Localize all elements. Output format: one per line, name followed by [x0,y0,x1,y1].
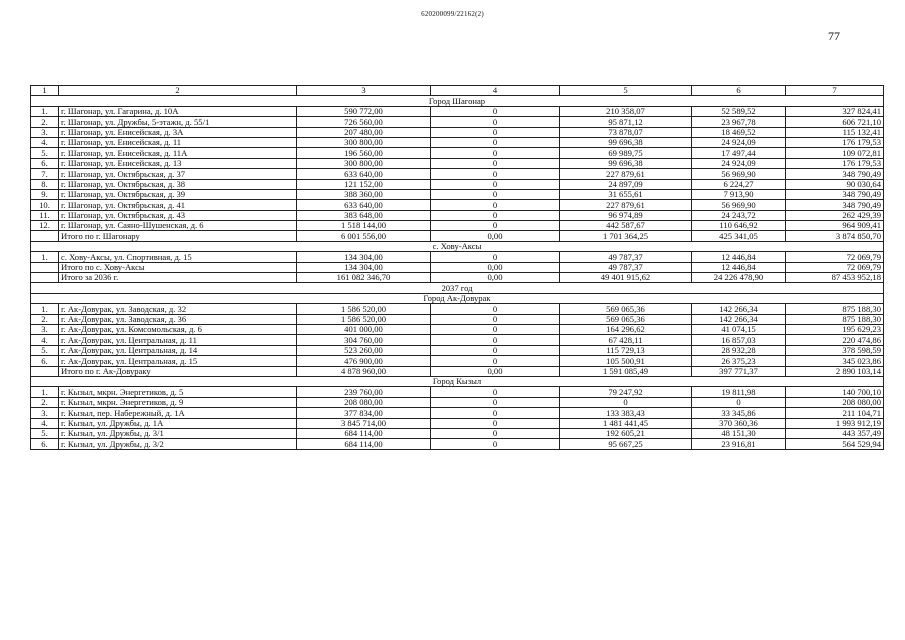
value-cell: 208 080,00 [786,397,884,407]
address-cell: г. Шагонар, ул. Гагарина, д. 10А [59,106,297,116]
value-cell: 121 152,00 [297,179,431,189]
value-cell: 0 [431,169,560,179]
address-cell: г. Кызыл, ул. Дружбы, д. 3/1 [59,428,297,438]
value-cell: 133 383,43 [560,408,692,418]
header-row [31,86,884,96]
value-cell: 0 [431,158,560,168]
value-cell: 345 023,86 [786,356,884,366]
header-cell: 6 [692,86,786,96]
address-cell: Итого по г. Шагонару [59,231,297,241]
value-cell: 397 771,37 [692,366,786,376]
value-cell: 208 080,00 [297,397,431,407]
value-cell: 0 [431,106,560,116]
value-cell: 0 [431,335,560,345]
address-cell: г. Шагонар, ул. Октябрьская, д. 39 [59,189,297,199]
table-row [31,324,884,334]
value-cell: 99 696,38 [560,137,692,147]
value-cell: 0,00 [431,231,560,241]
value-cell: 0 [431,137,560,147]
value-cell: 56 969,90 [692,169,786,179]
value-cell: 0 [431,179,560,189]
address-cell: г. Кызыл, мкрн. Энергетиков, д. 5 [59,387,297,397]
address-cell: г. Кызыл, мкрн. Энергетиков, д. 9 [59,397,297,407]
value-cell: 1 586 520,00 [297,304,431,314]
row-number: 1. [31,387,59,397]
value-cell: 115 132,41 [786,127,884,137]
value-cell: 1 481 441,45 [560,418,692,428]
value-cell: 95 871,12 [560,117,692,127]
year-label: 2037 год [31,283,884,293]
address-cell: г. Шагонар, ул. Октябрьская, д. 38 [59,179,297,189]
value-cell: 87 453 952,18 [786,273,884,283]
value-cell: 72 069,79 [786,252,884,262]
value-cell: 105 500,91 [560,356,692,366]
value-cell: 0 [431,408,560,418]
value-cell: 684 114,00 [297,439,431,449]
row-number: 1. [31,304,59,314]
row-number: 4. [31,418,59,428]
value-cell: 12 446,84 [692,252,786,262]
table-row [31,356,884,366]
table-row [31,428,884,438]
value-cell: 348 790,49 [786,169,884,179]
table-row [31,304,884,314]
table-row [31,117,884,127]
table-row [31,148,884,158]
value-cell: 0 [431,397,560,407]
value-cell: 161 082 346,70 [297,273,431,283]
value-cell: 569 065,36 [560,304,692,314]
row-number: 6. [31,158,59,168]
value-cell: 327 824,41 [786,106,884,116]
value-cell: 348 790,49 [786,200,884,210]
row-number: 3. [31,408,59,418]
value-cell: 210 358,07 [560,106,692,116]
value-cell: 0 [431,418,560,428]
address-cell: г. Шагонар, ул. Октябрьская, д. 41 [59,200,297,210]
value-cell: 0 [431,210,560,220]
total-row [31,231,884,241]
year-row [31,283,884,293]
value-cell: 26 375,23 [692,356,786,366]
value-cell: 0 [431,387,560,397]
row-number: 6. [31,356,59,366]
value-cell: 142 266,34 [692,314,786,324]
address-cell: г. Шагонар, ул. Октябрьская, д. 43 [59,210,297,220]
value-cell: 0 [431,304,560,314]
value-cell: 1 591 085,49 [560,366,692,376]
value-cell: 875 188,30 [786,314,884,324]
header-cell: 7 [786,86,884,96]
value-cell: 0 [431,439,560,449]
row-number: 7. [31,169,59,179]
value-cell: 0 [431,148,560,158]
header-cell: 3 [297,86,431,96]
value-cell: 33 345,86 [692,408,786,418]
value-cell: 1 993 912,19 [786,418,884,428]
address-cell: г. Ак-Довурак, ул. Комсомольская, д. 6 [59,324,297,334]
row-number: 5. [31,428,59,438]
table-row [31,221,884,231]
value-cell: 0 [431,324,560,334]
value-cell: 23 916,81 [692,439,786,449]
row-number: 4. [31,137,59,147]
row-number: 5. [31,345,59,355]
row-number: 3. [31,324,59,334]
address-cell: г. Ак-Довурак, ул. Центральная, д. 15 [59,356,297,366]
value-cell: 23 967,78 [692,117,786,127]
table-row [31,439,884,449]
value-cell: 99 696,38 [560,158,692,168]
value-cell: 73 878,07 [560,127,692,137]
address-cell: Итого по г. Ак-Довураку [59,366,297,376]
value-cell: 115 729,13 [560,345,692,355]
value-cell: 69 989,75 [560,148,692,158]
value-cell: 6 001 556,00 [297,231,431,241]
row-number: 2. [31,117,59,127]
value-cell: 6 224,27 [692,179,786,189]
section-title: с. Хову-Аксы [31,241,884,251]
value-cell: 401 000,00 [297,324,431,334]
value-cell: 192 605,21 [560,428,692,438]
value-cell: 875 188,30 [786,304,884,314]
value-cell: 370 360,36 [692,418,786,428]
value-cell: 24 243,72 [692,210,786,220]
value-cell: 425 341,05 [692,231,786,241]
value-cell: 110 646,92 [692,221,786,231]
value-cell: 207 480,00 [297,127,431,137]
value-cell: 564 529,94 [786,439,884,449]
value-cell: 348 790,49 [786,189,884,199]
value-cell: 476 900,00 [297,356,431,366]
header-cell: 5 [560,86,692,96]
address-cell: г. Ак-Довурак, ул. Заводская, д. 36 [59,314,297,324]
value-cell: 195 629,23 [786,324,884,334]
address-cell: Итого за 2036 г. [59,273,297,283]
section-row [31,241,884,251]
value-cell: 633 640,00 [297,200,431,210]
value-cell: 377 834,00 [297,408,431,418]
section-row [31,293,884,303]
table-row [31,106,884,116]
value-cell: 7 913,90 [692,189,786,199]
table-row [31,200,884,210]
table-row [31,418,884,428]
row-number [31,366,59,376]
value-cell: 24 897,09 [560,179,692,189]
value-cell: 24 226 478,90 [692,273,786,283]
value-cell: 0 [431,356,560,366]
value-cell: 31 655,61 [560,189,692,199]
value-cell: 3 845 714,00 [297,418,431,428]
section-title: Город Шагонар [31,96,884,106]
value-cell: 142 266,34 [692,304,786,314]
value-cell: 300 800,00 [297,137,431,147]
table-row [31,408,884,418]
table-row [31,397,884,407]
address-cell: г. Шагонар, ул. Енисейская, д. 11 [59,137,297,147]
address-cell: г. Кызыл, пер. Набережный, д. 1А [59,408,297,418]
row-number: 1. [31,106,59,116]
value-cell: 2 890 103,14 [786,366,884,376]
table-row [31,137,884,147]
value-cell: 12 446,84 [692,262,786,272]
address-cell: г. Шагонар, ул. Енисейская, д. 13 [59,158,297,168]
value-cell: 28 932,28 [692,345,786,355]
address-cell: г. Кызыл, ул. Дружбы, д. 1А [59,418,297,428]
address-cell: г. Шагонар, ул. Саяно-Шушенская, д. 6 [59,221,297,231]
value-cell: 684 114,00 [297,428,431,438]
table-row [31,335,884,345]
value-cell: 17 497,44 [692,148,786,158]
value-cell: 0,00 [431,273,560,283]
row-number: 8. [31,179,59,189]
table-row [31,158,884,168]
table-row [31,127,884,137]
value-cell: 1 586 520,00 [297,314,431,324]
value-cell: 0 [431,314,560,324]
row-number: 2. [31,314,59,324]
address-cell: г. Кызыл, ул. Дружбы, д. 3/2 [59,439,297,449]
value-cell: 49 787,37 [560,262,692,272]
value-cell: 79 247,92 [560,387,692,397]
table-row [31,345,884,355]
value-cell: 726 560,00 [297,117,431,127]
value-cell: 383 648,00 [297,210,431,220]
address-cell: г. Шагонар, ул. Дружбы, 5-этажн, д. 55/1 [59,117,297,127]
value-cell: 227 879,61 [560,169,692,179]
value-cell: 633 640,00 [297,169,431,179]
value-cell: 590 772,00 [297,106,431,116]
value-cell: 49 401 915,62 [560,273,692,283]
header-cell: 1 [31,86,59,96]
row-number: 4. [31,335,59,345]
total-row [31,262,884,272]
value-cell: 96 974,89 [560,210,692,220]
value-cell: 52 589,52 [692,106,786,116]
table-row [31,252,884,262]
table-row [31,387,884,397]
row-number [31,262,59,272]
table-row [31,314,884,324]
value-cell: 262 429,39 [786,210,884,220]
value-cell: 56 969,90 [692,200,786,210]
page-number: 77 [828,29,840,43]
value-cell: 3 874 850,70 [786,231,884,241]
value-cell: 41 074,15 [692,324,786,334]
row-number: 12. [31,221,59,231]
value-cell: 227 879,61 [560,200,692,210]
address-cell: Итого по с. Хову-Аксы [59,262,297,272]
value-cell: 164 296,62 [560,324,692,334]
value-cell: 134 304,00 [297,262,431,272]
address-cell: г. Ак-Довурак, ул. Заводская, д. 32 [59,304,297,314]
value-cell: 0 [431,428,560,438]
table-row [31,189,884,199]
header-cell: 4 [431,86,560,96]
value-cell: 48 151,30 [692,428,786,438]
address-cell: г. Шагонар, ул. Октябрьская, д. 37 [59,169,297,179]
value-cell: 0 [431,221,560,231]
value-cell: 0,00 [431,366,560,376]
value-cell: 0 [431,200,560,210]
value-cell: 0 [431,252,560,262]
value-cell: 0,00 [431,262,560,272]
table-body [31,96,884,449]
value-cell: 49 787,37 [560,252,692,262]
address-cell: г. Шагонар, ул. Енисейская, д. 11А [59,148,297,158]
value-cell: 523 260,00 [297,345,431,355]
table-row [31,210,884,220]
value-cell: 196 560,00 [297,148,431,158]
address-cell: г. Ак-Довурак, ул. Центральная, д. 14 [59,345,297,355]
value-cell: 211 104,71 [786,408,884,418]
value-cell: 220 474,86 [786,335,884,345]
row-number: 9. [31,189,59,199]
row-number: 5. [31,148,59,158]
value-cell: 964 909,41 [786,221,884,231]
value-cell: 90 030,64 [786,179,884,189]
value-cell: 16 857,03 [692,335,786,345]
value-cell: 18 469,52 [692,127,786,137]
value-cell: 19 811,98 [692,387,786,397]
table-row [31,179,884,189]
total-row [31,366,884,376]
row-number: 11. [31,210,59,220]
value-cell: 109 072,81 [786,148,884,158]
total-row [31,273,884,283]
address-cell: г. Ак-Довурак, ул. Центральная, д. 11 [59,335,297,345]
table-row [31,169,884,179]
value-cell: 24 924,09 [692,137,786,147]
value-cell: 442 587,67 [560,221,692,231]
value-cell: 443 357,49 [786,428,884,438]
value-cell: 134 304,00 [297,252,431,262]
value-cell: 24 924,09 [692,158,786,168]
value-cell: 304 760,00 [297,335,431,345]
data-table [30,85,884,450]
address-cell: с. Хову-Аксы, ул. Спортивная, д. 15 [59,252,297,262]
value-cell: 239 760,00 [297,387,431,397]
value-cell: 378 598,59 [786,345,884,355]
value-cell: 95 667,25 [560,439,692,449]
row-number: 10. [31,200,59,210]
value-cell: 0 [692,397,786,407]
value-cell: 72 069,79 [786,262,884,272]
section-title: Город Кызыл [31,376,884,386]
value-cell: 67 428,11 [560,335,692,345]
value-cell: 0 [431,345,560,355]
section-row [31,376,884,386]
value-cell: 0 [431,189,560,199]
value-cell: 0 [560,397,692,407]
value-cell: 388 360,00 [297,189,431,199]
value-cell: 0 [431,117,560,127]
header-cell: 2 [59,86,297,96]
row-number: 2. [31,397,59,407]
section-row [31,96,884,106]
value-cell: 176 179,53 [786,158,884,168]
row-number [31,273,59,283]
row-number: 1. [31,252,59,262]
row-number: 3. [31,127,59,137]
value-cell: 176 179,53 [786,137,884,147]
value-cell: 300 800,00 [297,158,431,168]
value-cell: 1 701 364,25 [560,231,692,241]
value-cell: 4 878 960,00 [297,366,431,376]
section-title: Город Ак-Довурак [31,293,884,303]
row-number [31,231,59,241]
document-id: 620200099/22162(2) [421,10,484,18]
row-number: 6. [31,439,59,449]
value-cell: 569 065,36 [560,314,692,324]
value-cell: 1 518 144,00 [297,221,431,231]
value-cell: 0 [431,127,560,137]
value-cell: 140 700,10 [786,387,884,397]
value-cell: 606 721,10 [786,117,884,127]
address-cell: г. Шагонар, ул. Енисейская, д. 3А [59,127,297,137]
